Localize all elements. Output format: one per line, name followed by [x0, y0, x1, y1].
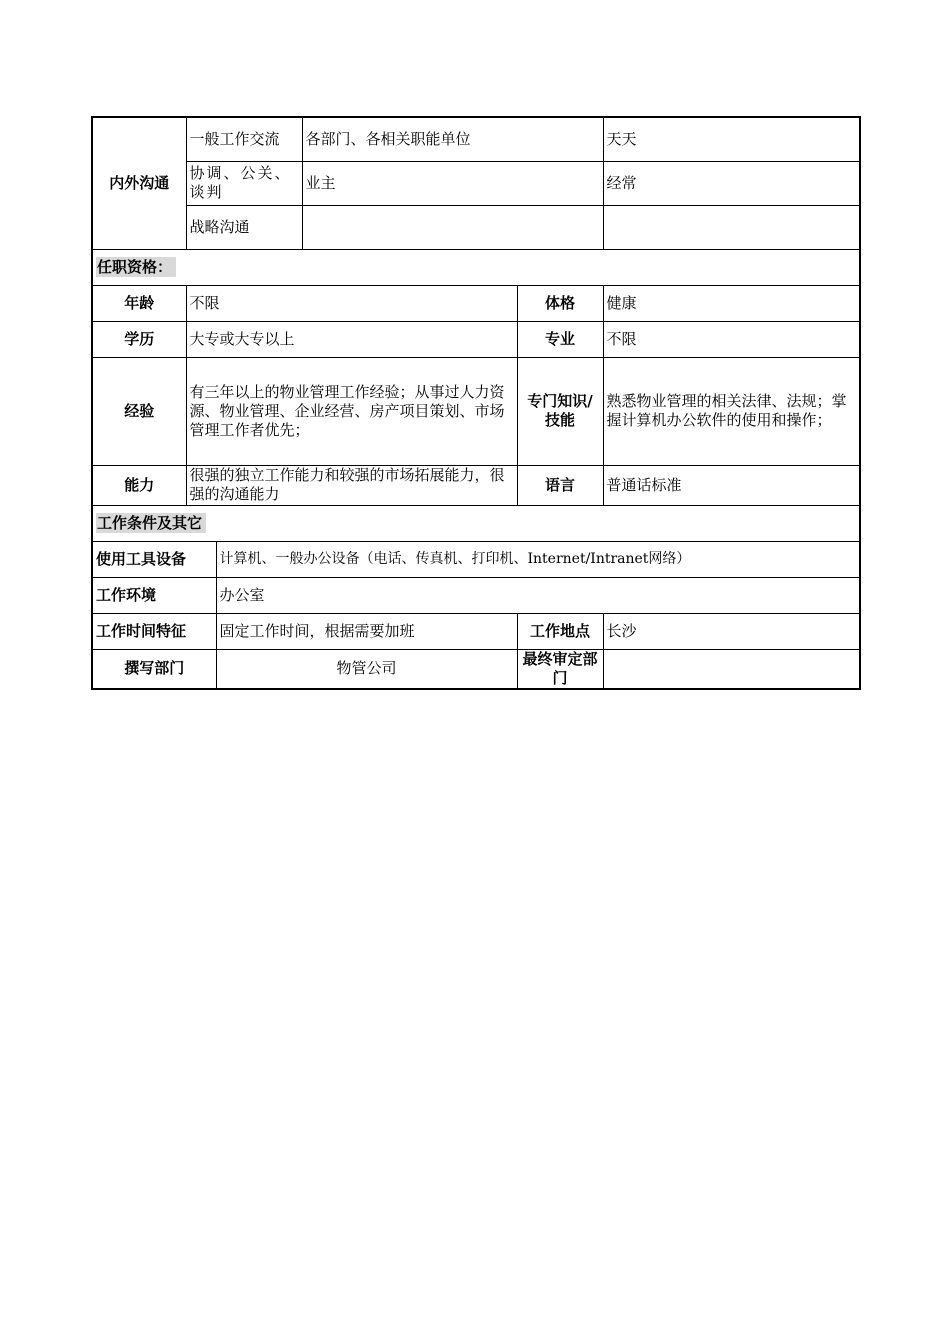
- qualifications-section-title: 任职资格：: [92, 249, 860, 285]
- education-value: 大专或大专以上: [186, 321, 517, 357]
- education-label: 学历: [92, 321, 186, 357]
- author-dept-value: 物管公司: [216, 649, 517, 689]
- env-row: [92, 577, 860, 613]
- comm-type-3: 战略沟通: [186, 205, 302, 249]
- env-value: 办公室: [216, 577, 860, 613]
- physique-value: 健康: [603, 285, 860, 321]
- final-dept-value: [603, 649, 860, 689]
- tools-label: 使用工具设备: [92, 541, 216, 577]
- ability-value: 很强的独立工作能力和较强的市场拓展能力，很强的沟通能力: [186, 465, 517, 505]
- major-value: 不限: [603, 321, 860, 357]
- comm-target-2: 业主: [302, 161, 603, 205]
- physique-label: 体格: [517, 285, 603, 321]
- age-label: 年龄: [92, 285, 186, 321]
- time-row: [92, 613, 860, 649]
- author-dept-label: 撰写部门: [92, 649, 216, 689]
- comm-row-2: [92, 161, 860, 205]
- env-label: 工作环境: [92, 577, 216, 613]
- language-label: 语言: [517, 465, 603, 505]
- education-row: [92, 321, 860, 357]
- experience-row: [92, 357, 860, 465]
- comm-type-1: 一般工作交流: [186, 117, 302, 161]
- experience-value: 有三年以上的物业管理工作经验；从事过人力资源、物业管理、企业经营、房产项目策划、市场管理工作者优先；: [186, 357, 517, 465]
- comm-frequency-3: [603, 205, 860, 249]
- comm-target-3: [302, 205, 603, 249]
- knowledge-value: 熟悉物业管理的相关法律、法规；掌握计算机办公软件的使用和操作；: [603, 357, 860, 465]
- conditions-header-row: [92, 505, 860, 541]
- comm-frequency-1: 天天: [603, 117, 860, 161]
- job-description-sheet: [91, 116, 859, 690]
- major-label: 专业: [517, 321, 603, 357]
- comm-row-3: [92, 205, 860, 249]
- age-value: 不限: [186, 285, 517, 321]
- department-row: [92, 649, 860, 689]
- qualifications-header-row: [92, 249, 860, 285]
- age-row: [92, 285, 860, 321]
- comm-frequency-2: 经常: [603, 161, 860, 205]
- comm-type-2: 协调、公关、谈判: [186, 161, 302, 205]
- tools-row: [92, 541, 860, 577]
- time-value: 固定工作时间，根据需要加班: [216, 613, 517, 649]
- comm-row-1: [92, 117, 860, 161]
- location-label: 工作地点: [517, 613, 603, 649]
- time-label: 工作时间特征: [92, 613, 216, 649]
- knowledge-label: 专门知识/技能: [517, 357, 603, 465]
- language-value: 普通话标准: [603, 465, 860, 505]
- conditions-section-title: 工作条件及其它: [92, 505, 860, 541]
- ability-label: 能力: [92, 465, 186, 505]
- location-value: 长沙: [603, 613, 860, 649]
- comm-label: 内外沟通: [92, 117, 186, 249]
- experience-label: 经验: [92, 357, 186, 465]
- comm-target-1: 各部门、各相关职能单位: [302, 117, 603, 161]
- final-dept-label: 最终审定部门: [517, 649, 603, 689]
- ability-row: [92, 465, 860, 505]
- tools-value: 计算机、一般办公设备（电话、传真机、打印机、Internet/Intranet网络）: [216, 541, 860, 577]
- job-description-table: [91, 116, 861, 690]
